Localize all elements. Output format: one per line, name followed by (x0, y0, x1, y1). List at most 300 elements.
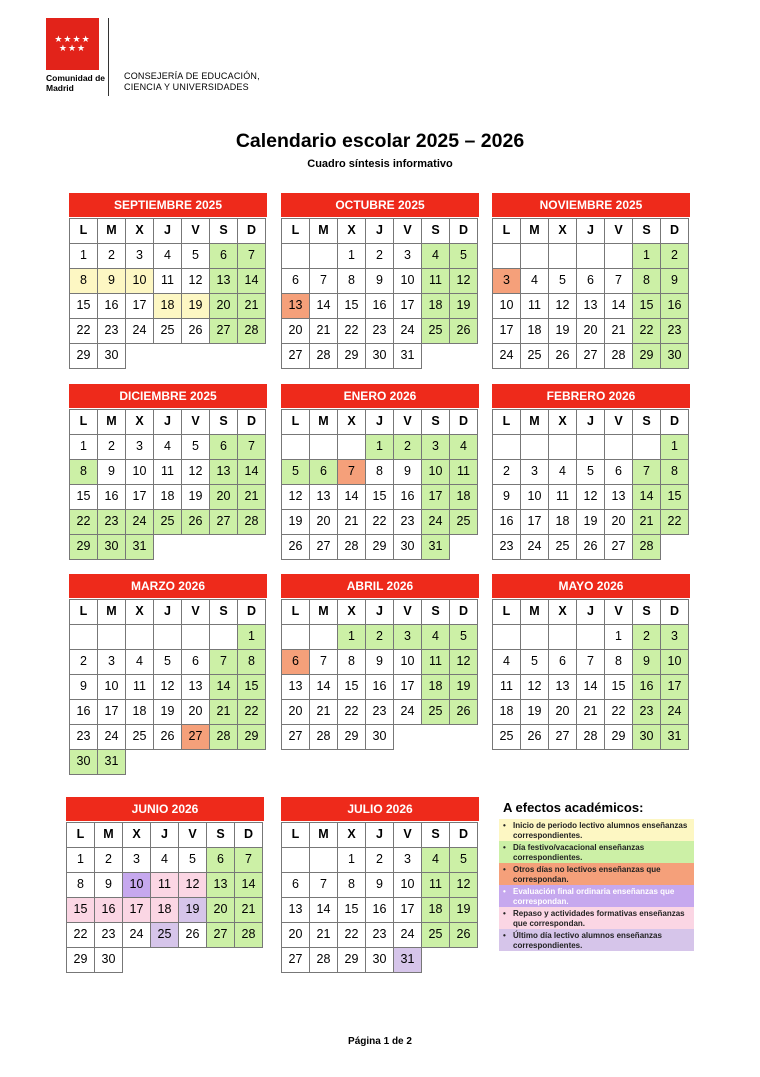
day-cell: 12 (449, 268, 478, 294)
weekday-header: V (604, 409, 633, 435)
day-cell: 26 (520, 724, 549, 750)
empty-day-cell (520, 624, 549, 650)
day-cell: 17 (97, 699, 126, 725)
weekday-header: S (421, 822, 450, 848)
day-cell: 24 (492, 343, 521, 369)
day-cell: 25 (421, 318, 450, 344)
day-cell: 27 (281, 724, 310, 750)
empty-day-cell (125, 624, 154, 650)
day-cell: 1 (237, 624, 266, 650)
day-cell: 21 (632, 509, 661, 535)
month-grid (69, 218, 267, 368)
month-calendar (281, 574, 479, 749)
day-cell: 21 (604, 318, 633, 344)
day-cell: 10 (492, 293, 521, 319)
day-cell: 11 (548, 484, 577, 510)
day-cell: 12 (281, 484, 310, 510)
day-cell: 21 (337, 509, 366, 535)
day-cell: 4 (153, 434, 182, 460)
day-cell: 8 (604, 649, 633, 675)
day-cell: 25 (449, 509, 478, 535)
empty-day-cell (632, 434, 661, 460)
day-cell: 3 (660, 624, 689, 650)
day-cell: 11 (421, 649, 450, 675)
day-cell: 27 (548, 724, 577, 750)
month-title: JUNIO 2026 (66, 797, 264, 821)
day-cell: 13 (604, 484, 633, 510)
day-cell: 26 (449, 699, 478, 725)
day-cell: 18 (421, 674, 450, 700)
weekday-header: L (66, 822, 95, 848)
day-cell: 29 (632, 343, 661, 369)
day-cell: 24 (125, 509, 154, 535)
weekday-header: S (209, 409, 238, 435)
day-cell: 26 (181, 509, 210, 535)
day-cell: 15 (337, 674, 366, 700)
weekday-header: S (209, 599, 238, 625)
day-cell: 11 (153, 459, 182, 485)
day-cell: 22 (337, 318, 366, 344)
day-cell: 5 (181, 434, 210, 460)
day-cell: 15 (337, 897, 366, 923)
day-cell: 14 (309, 674, 338, 700)
day-cell: 21 (209, 699, 238, 725)
day-cell: 17 (125, 293, 154, 319)
day-cell: 17 (393, 674, 422, 700)
day-cell: 25 (520, 343, 549, 369)
day-cell: 4 (150, 847, 179, 873)
day-cell: 13 (209, 268, 238, 294)
day-cell: 24 (125, 318, 154, 344)
day-cell: 7 (234, 847, 263, 873)
legend-text: Repaso y actividades formativas enseñanzas que correspondan. (513, 909, 685, 928)
day-cell: 4 (492, 649, 521, 675)
day-cell: 2 (365, 624, 394, 650)
day-cell: 9 (393, 459, 422, 485)
day-cell: 15 (604, 674, 633, 700)
weekday-header: D (234, 822, 263, 848)
empty-day-cell (281, 847, 310, 873)
day-cell: 19 (181, 484, 210, 510)
month-calendar (66, 797, 264, 972)
month-grid (281, 599, 479, 749)
day-cell: 22 (69, 509, 98, 535)
weekday-header: S (421, 218, 450, 244)
weekday-header: D (449, 599, 478, 625)
day-cell: 22 (365, 509, 394, 535)
day-cell: 11 (153, 268, 182, 294)
legend-text: Último día lectivo alumnos enseñanzas correspondientes. (513, 931, 662, 950)
weekday-header: X (125, 599, 154, 625)
empty-day-cell (309, 243, 338, 269)
day-cell: 10 (520, 484, 549, 510)
day-cell: 29 (365, 534, 394, 560)
day-cell: 28 (237, 509, 266, 535)
day-cell: 6 (209, 243, 238, 269)
month-grid (281, 409, 479, 559)
weekday-header: J (153, 218, 182, 244)
day-cell: 15 (632, 293, 661, 319)
empty-day-cell (281, 624, 310, 650)
day-cell: 16 (94, 897, 123, 923)
day-cell: 28 (209, 724, 238, 750)
day-cell: 18 (449, 484, 478, 510)
empty-day-cell (309, 434, 338, 460)
empty-day-cell (492, 243, 521, 269)
weekday-header: L (281, 599, 310, 625)
day-cell: 3 (421, 434, 450, 460)
day-cell: 25 (548, 534, 577, 560)
day-cell: 5 (520, 649, 549, 675)
day-cell: 17 (660, 674, 689, 700)
month-calendar (69, 384, 267, 559)
day-cell: 2 (69, 649, 98, 675)
day-cell: 19 (178, 897, 207, 923)
day-cell: 20 (309, 509, 338, 535)
month-calendar (492, 193, 690, 368)
day-cell: 12 (449, 649, 478, 675)
month-title: MAYO 2026 (492, 574, 690, 598)
day-cell: 27 (309, 534, 338, 560)
weekday-header: X (337, 218, 366, 244)
day-cell: 28 (632, 534, 661, 560)
day-cell: 26 (181, 318, 210, 344)
month-title: ABRIL 2026 (281, 574, 479, 598)
day-cell: 10 (660, 649, 689, 675)
month-grid (69, 409, 267, 559)
weekday-header: L (492, 218, 521, 244)
day-cell: 31 (393, 947, 422, 973)
empty-day-cell (281, 243, 310, 269)
day-cell: 20 (281, 699, 310, 725)
weekday-header: D (237, 409, 266, 435)
day-cell: 19 (449, 674, 478, 700)
day-cell: 17 (520, 509, 549, 535)
day-cell: 31 (660, 724, 689, 750)
day-cell: 1 (337, 624, 366, 650)
logo-flag (46, 18, 99, 70)
empty-day-cell (309, 847, 338, 873)
day-cell: 18 (153, 484, 182, 510)
day-cell: 11 (520, 293, 549, 319)
weekday-header: S (206, 822, 235, 848)
day-cell: 12 (153, 674, 182, 700)
day-cell: 3 (97, 649, 126, 675)
weekday-header: V (178, 822, 207, 848)
day-cell: 14 (337, 484, 366, 510)
day-cell: 19 (520, 699, 549, 725)
day-cell: 3 (122, 847, 151, 873)
weekday-header: V (604, 599, 633, 625)
day-cell: 26 (178, 922, 207, 948)
day-cell: 6 (209, 434, 238, 460)
day-cell: 6 (604, 459, 633, 485)
legend-text: Evaluación final ordinaria enseñanzas que correspondan. (513, 887, 675, 906)
day-cell: 30 (97, 534, 126, 560)
legend-items (499, 819, 694, 951)
day-cell: 31 (125, 534, 154, 560)
bullet-icon: • (503, 843, 506, 852)
day-cell: 13 (281, 897, 310, 923)
day-cell: 13 (309, 484, 338, 510)
day-cell: 29 (337, 947, 366, 973)
weekday-header: L (281, 409, 310, 435)
day-cell: 8 (660, 459, 689, 485)
day-cell: 4 (421, 847, 450, 873)
day-cell: 1 (69, 434, 98, 460)
month-grid (492, 599, 690, 749)
month-title: ENERO 2026 (281, 384, 479, 408)
day-cell: 29 (604, 724, 633, 750)
day-cell: 3 (520, 459, 549, 485)
empty-day-cell (492, 434, 521, 460)
day-cell: 10 (97, 674, 126, 700)
day-cell: 28 (237, 318, 266, 344)
day-cell: 25 (153, 509, 182, 535)
day-cell: 24 (421, 509, 450, 535)
day-cell: 9 (660, 268, 689, 294)
day-cell: 20 (548, 699, 577, 725)
month-grid (492, 218, 690, 368)
empty-day-cell (181, 624, 210, 650)
day-cell: 25 (492, 724, 521, 750)
weekday-header: M (94, 822, 123, 848)
empty-day-cell (337, 434, 366, 460)
day-cell: 25 (153, 318, 182, 344)
day-cell: 20 (604, 509, 633, 535)
day-cell: 9 (365, 872, 394, 898)
day-cell: 11 (421, 268, 450, 294)
empty-day-cell (209, 624, 238, 650)
day-cell: 27 (576, 343, 605, 369)
bullet-icon: • (503, 887, 506, 896)
day-cell: 7 (604, 268, 633, 294)
day-cell: 25 (421, 922, 450, 948)
month-calendar (281, 384, 479, 559)
day-cell: 16 (393, 484, 422, 510)
weekday-header: S (421, 599, 450, 625)
legend-text: Inicio de periodo lectivo alumnos enseñanzas correspondientes. (513, 821, 688, 840)
day-cell: 20 (206, 897, 235, 923)
day-cell: 14 (604, 293, 633, 319)
day-cell: 21 (309, 699, 338, 725)
day-cell: 8 (632, 268, 661, 294)
department-line-2: CIENCIA Y UNIVERSIDADES (124, 82, 249, 92)
day-cell: 10 (125, 268, 154, 294)
day-cell: 27 (206, 922, 235, 948)
day-cell: 6 (576, 268, 605, 294)
day-cell: 27 (604, 534, 633, 560)
day-cell: 31 (97, 749, 126, 775)
month-calendar (69, 574, 267, 774)
day-cell: 19 (181, 293, 210, 319)
day-cell: 13 (181, 674, 210, 700)
day-cell: 22 (660, 509, 689, 535)
day-cell: 19 (449, 897, 478, 923)
month-title: FEBRERO 2026 (492, 384, 690, 408)
month-title: DICIEMBRE 2025 (69, 384, 267, 408)
department-name (124, 71, 260, 93)
day-cell: 21 (576, 699, 605, 725)
day-cell: 13 (209, 459, 238, 485)
day-cell: 21 (234, 897, 263, 923)
day-cell: 17 (125, 484, 154, 510)
day-cell: 9 (492, 484, 521, 510)
page-footer: Página 1 de 2 (348, 1036, 412, 1047)
bullet-icon: • (503, 865, 506, 874)
empty-day-cell (520, 243, 549, 269)
day-cell: 12 (178, 872, 207, 898)
day-cell: 20 (281, 922, 310, 948)
weekday-header: M (309, 409, 338, 435)
page-title: Calendario escolar 2025 – 2026 (235, 130, 525, 152)
day-cell: 12 (181, 459, 210, 485)
day-cell: 29 (337, 343, 366, 369)
month-grid (281, 218, 479, 368)
weekday-header: X (337, 599, 366, 625)
day-cell: 26 (449, 318, 478, 344)
day-cell: 2 (365, 847, 394, 873)
day-cell: 18 (125, 699, 154, 725)
day-cell: 18 (153, 293, 182, 319)
day-cell: 19 (281, 509, 310, 535)
day-cell: 24 (660, 699, 689, 725)
day-cell: 14 (576, 674, 605, 700)
day-cell: 1 (660, 434, 689, 460)
day-cell: 12 (181, 268, 210, 294)
day-cell: 12 (449, 872, 478, 898)
day-cell: 4 (548, 459, 577, 485)
day-cell: 13 (576, 293, 605, 319)
day-cell: 23 (94, 922, 123, 948)
day-cell: 28 (337, 534, 366, 560)
day-cell: 20 (209, 484, 238, 510)
day-cell: 7 (209, 649, 238, 675)
weekday-header: V (181, 218, 210, 244)
day-cell: 7 (309, 872, 338, 898)
legend-text: Otros días no lectivos enseñanzas que correspondan. (513, 865, 661, 884)
day-cell: 6 (548, 649, 577, 675)
weekday-header: D (449, 822, 478, 848)
empty-day-cell (548, 243, 577, 269)
day-cell: 12 (548, 293, 577, 319)
page-subtitle: Cuadro síntesis informativo (307, 158, 453, 170)
day-cell: 8 (66, 872, 95, 898)
weekday-header: J (150, 822, 179, 848)
day-cell: 23 (365, 318, 394, 344)
header-divider (108, 18, 109, 96)
weekday-header: X (125, 218, 154, 244)
day-cell: 28 (309, 724, 338, 750)
day-cell: 9 (97, 459, 126, 485)
day-cell: 6 (309, 459, 338, 485)
day-cell: 5 (178, 847, 207, 873)
day-cell: 28 (309, 343, 338, 369)
day-cell: 15 (237, 674, 266, 700)
day-cell: 14 (309, 293, 338, 319)
bullet-icon: • (503, 821, 506, 830)
legend-title: A efectos académicos: (503, 800, 644, 815)
day-cell: 14 (632, 484, 661, 510)
weekday-header: S (421, 409, 450, 435)
day-cell: 22 (632, 318, 661, 344)
empty-day-cell (604, 434, 633, 460)
month-title: JULIO 2026 (281, 797, 479, 821)
day-cell: 19 (576, 509, 605, 535)
month-title: SEPTIEMBRE 2025 (69, 193, 267, 217)
day-cell: 30 (69, 749, 98, 775)
weekday-header: M (520, 409, 549, 435)
day-cell: 4 (520, 268, 549, 294)
day-cell: 15 (365, 484, 394, 510)
day-cell: 26 (576, 534, 605, 560)
month-title: OCTUBRE 2025 (281, 193, 479, 217)
day-cell: 15 (337, 293, 366, 319)
weekday-header: J (576, 409, 605, 435)
day-cell: 8 (365, 459, 394, 485)
month-calendar (69, 193, 267, 368)
day-cell: 2 (365, 243, 394, 269)
day-cell: 1 (337, 847, 366, 873)
weekday-header: J (365, 599, 394, 625)
legend (499, 800, 694, 951)
weekday-header: L (492, 409, 521, 435)
day-cell: 4 (449, 434, 478, 460)
month-grid (492, 409, 690, 559)
day-cell: 29 (69, 343, 98, 369)
day-cell: 16 (69, 699, 98, 725)
day-cell: 21 (309, 922, 338, 948)
empty-day-cell (576, 624, 605, 650)
day-cell: 27 (209, 318, 238, 344)
day-cell: 7 (309, 268, 338, 294)
day-cell: 10 (393, 649, 422, 675)
day-cell: 20 (181, 699, 210, 725)
day-cell: 7 (309, 649, 338, 675)
day-cell: 17 (393, 293, 422, 319)
weekday-header: M (309, 599, 338, 625)
day-cell: 7 (237, 434, 266, 460)
day-cell: 1 (69, 243, 98, 269)
day-cell: 30 (365, 724, 394, 750)
day-cell: 18 (150, 897, 179, 923)
weekday-header: V (181, 409, 210, 435)
day-cell: 20 (281, 318, 310, 344)
day-cell: 3 (492, 268, 521, 294)
day-cell: 7 (337, 459, 366, 485)
day-cell: 14 (237, 268, 266, 294)
day-cell: 25 (421, 699, 450, 725)
day-cell: 29 (69, 534, 98, 560)
day-cell: 31 (421, 534, 450, 560)
day-cell: 15 (69, 293, 98, 319)
empty-day-cell (548, 434, 577, 460)
day-cell: 8 (69, 459, 98, 485)
day-cell: 16 (97, 293, 126, 319)
weekday-header: V (604, 218, 633, 244)
day-cell: 5 (281, 459, 310, 485)
weekday-header: M (97, 218, 126, 244)
day-cell: 22 (337, 699, 366, 725)
empty-day-cell (281, 434, 310, 460)
day-cell: 16 (365, 897, 394, 923)
day-cell: 4 (153, 243, 182, 269)
weekday-header: V (393, 409, 422, 435)
weekday-header: V (393, 599, 422, 625)
weekday-header: D (660, 599, 689, 625)
day-cell: 15 (660, 484, 689, 510)
day-cell: 27 (281, 343, 310, 369)
